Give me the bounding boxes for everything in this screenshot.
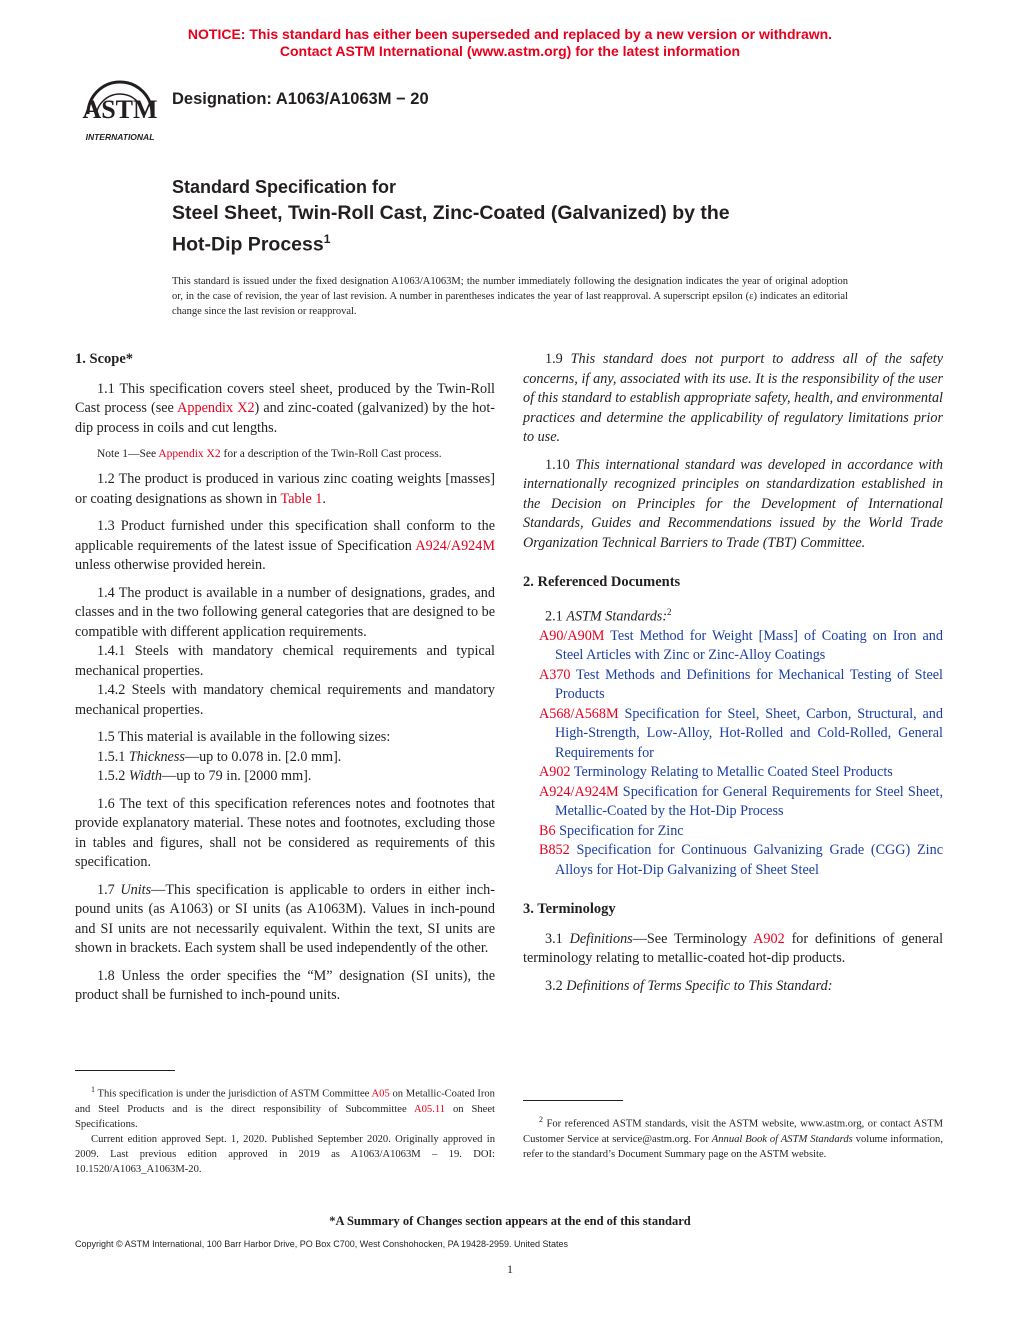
footnote-1-edition: Current edition approved Sept. 1, 2020. Published September 2020. Originally approved in 2009. Last previous edition approved in 2019 as A1063/A1063M – 19. DOI: 10.1520/A1063_A1063M-20. xyxy=(75,1133,495,1175)
standard-code-link[interactable]: A90/A90M xyxy=(539,627,605,644)
para-1-6: 1.6 The text of this specification references notes and footnotes that provide explanatory material. These notes and footnotes, excluding those in tables and figures, shall not be considered as requirements of this specification. xyxy=(75,795,495,870)
standard-title-link[interactable]: Specification for Continuous Galvanizing Grade (CGG) Zinc Alloys for Hot-Dip Galvanizing of Sheet Steel xyxy=(555,842,943,878)
page-number: 1 xyxy=(507,1262,513,1276)
summary-of-changes-note: *A Summary of Changes section appears at the end of this standard xyxy=(329,1214,691,1228)
para-1-4-2: 1.4.2 Steels with mandatory chemical requirements and mandatory mechanical properties. xyxy=(75,682,495,718)
footnote-rule-right xyxy=(523,1100,623,1101)
standard-title-link[interactable]: Terminology Relating to Metallic Coated Steel Products xyxy=(570,764,893,781)
standard-code-link[interactable]: A902 xyxy=(539,764,571,781)
referenced-standard-item xyxy=(523,822,943,842)
referenced-standards-list xyxy=(523,627,943,881)
title-line-1: Standard Specification for xyxy=(172,177,397,197)
a924-link[interactable]: A924/A924M xyxy=(415,537,495,554)
referenced-standard-item xyxy=(523,627,943,666)
referenced-standard-item xyxy=(523,705,943,764)
para-3-2: 3.2 Definitions of Terms Specific to This Standard: xyxy=(545,977,833,994)
para-1-5-1: 1.5.1 Thickness—up to 0.078 in. [2.0 mm]. xyxy=(97,748,342,765)
standard-code-link[interactable]: B852 xyxy=(539,842,570,859)
right-column xyxy=(523,350,943,996)
footnote-rule-left xyxy=(75,1070,175,1071)
standard-title-link[interactable]: Test Methods and Definitions for Mechanical Testing of Steel Products xyxy=(555,666,943,703)
astm-logo xyxy=(78,74,162,144)
referenced-standard-item xyxy=(523,841,943,880)
a05-11-link[interactable]: A05.11 xyxy=(413,1103,446,1115)
para-1-5: 1.5 This material is available in the following sizes: xyxy=(97,729,391,745)
title-line-3: Hot-Dip Process xyxy=(172,233,324,256)
referenced-standard-item xyxy=(523,763,943,783)
section-heading-referenced: 2. Referenced Documents xyxy=(523,574,681,590)
standard-note: This standard is issued under the fixed designation A1063/A1063M; the number immediately following the designation indicates the year of original adoption or, in the case of revision, the year of last revision. A number in parentheses indicates the year of last reapproval. A superscript epsilon (ε) indicates an editorial change since the last revision or reapproval. xyxy=(172,276,848,317)
logo-text: INTERNATIONAL xyxy=(85,132,155,142)
a05-link[interactable]: A05 xyxy=(371,1088,390,1100)
para-2-1: 2.1 ASTM Standards:$^2$ xyxy=(545,606,672,625)
referenced-standard-item xyxy=(523,783,943,822)
table-1-link[interactable]: Table 1 xyxy=(280,490,323,507)
copyright: Copyright © ASTM International, 100 Barr Harbor Drive, PO Box C700, West Conshohocken, PA 19428-2959. United States xyxy=(75,1239,569,1249)
appendix-x2-link[interactable]: Appendix X2 xyxy=(177,400,255,416)
section-heading-scope: 1. Scope* xyxy=(75,351,133,367)
standard-code-link[interactable]: B6 xyxy=(539,822,556,839)
para-1-1: 1.1 This specification covers steel sheet, produced by the Twin-Roll Cast process (see Appendix X2) and zinc-coated (galvanized) by the hot-dip process in coils and cut lengths. xyxy=(75,380,496,436)
footnote-1: $^1$ This specification is under the jurisdiction of ASTM Committee A05 on Metallic-Coated Iron and Steel Products and is the direct responsibility of Subcommittee A05.11 on Sheet Specifications. Current edition approved Sept. 1, 2020. Published September 2020. Originally approved in 2009. Last previous edition approved in 2019 as A1063/A1063M – 19. DOI: 10.1520/A1063_A1063M-20. xyxy=(75,1085,495,1175)
svg-text:ASTM: ASTM xyxy=(82,95,158,124)
standard-code-link[interactable]: A370 xyxy=(539,666,571,683)
notice-line-2: Contact ASTM International (www.astm.org) for the latest information xyxy=(279,43,741,59)
standard-title-link[interactable]: Specification for Steel, Sheet, Carbon, Structural, and High-Strength, Low-Alloy, Hot-Rolled and Cold-Rolled, General Requirements for xyxy=(555,705,943,761)
standard-code-link[interactable]: A924/A924M xyxy=(539,783,619,800)
note-1: Note 1—See Appendix X2 for a description of the Twin-Roll Cast process. xyxy=(97,448,442,460)
standard-title-link[interactable]: Test Method for Weight [Mass] of Coating on Iron and Steel Articles with Zinc or Zinc-Alloy Coatings xyxy=(555,627,943,664)
para-1-10: 1.10 This international standard was developed in accordance with internationally recognized principles on standardization established in the Decision on Principles for the Development of International Standards, Guides and Recommendations issued by the World Trade Organization Technical Barriers to Trade (TBT) Committee. xyxy=(523,456,943,551)
para-1-5-2: 1.5.2 Width—up to 79 in. [2000 mm]. xyxy=(97,768,312,784)
standard-title-link[interactable]: Specification for General Requirements for Steel Sheet, Metallic-Coated by the Hot-Dip Process xyxy=(555,783,943,820)
para-1-4: 1.4 The product is available in a number of designations, grades, and classes and in the two following general categories that are designed to be compatible with different application requirements. xyxy=(75,584,495,640)
left-column xyxy=(75,350,495,1006)
notice-line-1: NOTICE: This standard has either been superseded and replaced by a new version or withdrawn. xyxy=(187,26,833,42)
title-footnote-mark: 1 xyxy=(323,232,331,246)
para-1-9: 1.9 This standard does not purport to address all of the safety concerns, if any, associated with its use. It is the responsibility of the user of this standard to establish appropriate safety, health, and environmental practices and determine the applicability of regulatory limitations prior to use. xyxy=(523,351,943,445)
section-heading-terminology: 3. Terminology xyxy=(523,901,616,918)
para-1-4-1: 1.4.1 Steels with mandatory chemical requirements and typical mechanical properties. xyxy=(75,643,495,679)
para-1-8: 1.8 Unless the order specifies the “M” designation (SI units), the product shall be furnished to inch-pound units. xyxy=(75,967,495,1003)
withdrawal-notice xyxy=(0,26,1020,60)
footnote-2: $^2$ For referenced ASTM standards, visit the ASTM website, www.astm.org, or contact ASTM Customer Service at service@astm.org. For Annual Book of ASTM Standards volume information, refer to the standard’s Document Summary page on the ASTM website. xyxy=(523,1115,943,1160)
title-line-2: Steel Sheet, Twin-Roll Cast, Zinc-Coated (Galvanized) by the xyxy=(172,202,730,224)
para-1-7: 1.7 Units—This specification is applicable to orders in either inch-pound units (as A1063) or SI units (as A1063M). Values in inch-pound and SI units are not necessarily equivalent. Within the text, SI units are shown in brackets. Each system shall be used independently of the other. xyxy=(75,881,496,956)
para-3-1: 3.1 Definitions—See Terminology A902 for definitions of general terminology relating to metallic-coated hot-dip products. xyxy=(523,930,944,967)
para-1-2: 1.2 The product is produced in various zinc coating weights [masses] or coating designations as shown in Table 1. xyxy=(75,471,495,507)
referenced-standard-item xyxy=(523,666,943,705)
designation: Designation: A1063/A1063M − 20 xyxy=(172,90,429,108)
document-title xyxy=(172,174,892,258)
standard-code-link[interactable]: A568/A568M xyxy=(539,705,619,722)
a902-link[interactable]: A902 xyxy=(753,930,785,947)
para-1-3: 1.3 Product furnished under this specification shall conform to the applicable requirements of the latest issue of Specification A924/A924M unless otherwise provided herein. xyxy=(75,518,495,573)
standard-title-link[interactable]: Specification for Zinc xyxy=(555,822,684,839)
appendix-x2-link[interactable]: Appendix X2 xyxy=(158,448,221,460)
